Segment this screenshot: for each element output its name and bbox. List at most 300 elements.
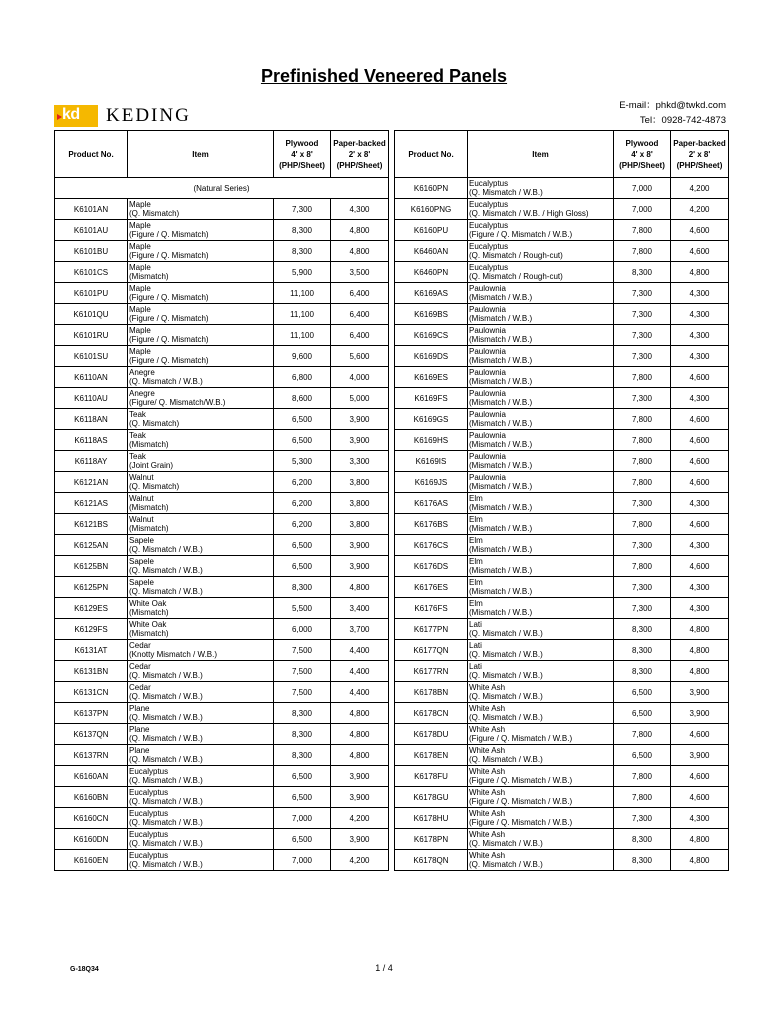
product-no: K6101RU <box>55 325 128 346</box>
item-species: Elm <box>469 515 483 524</box>
product-no: K6178EN <box>395 745 468 766</box>
table-row <box>395 745 729 766</box>
table-row <box>395 430 729 451</box>
table-row <box>395 661 729 682</box>
product-no: K6160BN <box>55 787 128 808</box>
item-species: Paulownia <box>469 284 506 293</box>
table-row <box>395 577 729 598</box>
plywood-price: 7,500 <box>274 640 331 661</box>
plywood-price: 6,500 <box>274 787 331 808</box>
plywood-price: 7,300 <box>614 535 671 556</box>
item-description: (Q. Mismatch / W.B.) <box>469 755 543 764</box>
table-row <box>395 556 729 577</box>
paper-backed-price: 4,000 <box>331 367 389 388</box>
item-description: (Q. Mismatch / W.B.) <box>129 818 203 827</box>
plywood-price: 6,500 <box>274 430 331 451</box>
item-description: (Mismatch / W.B.) <box>469 461 533 470</box>
table-row <box>55 829 389 850</box>
paper-backed-price: 4,600 <box>671 367 729 388</box>
plywood-price: 7,300 <box>614 346 671 367</box>
product-no: K6160PNG <box>395 199 468 220</box>
plywood-price: 7,800 <box>614 451 671 472</box>
plywood-price: 6,500 <box>614 703 671 724</box>
table-row <box>55 388 389 409</box>
paper-backed-price: 3,700 <box>331 619 389 640</box>
plywood-price: 8,300 <box>274 724 331 745</box>
table-row <box>395 703 729 724</box>
item-description: (Joint Grain) <box>129 461 174 470</box>
table-row <box>395 829 729 850</box>
document-code: G-18Q34 <box>70 966 99 973</box>
plywood-price: 7,000 <box>274 808 331 829</box>
table-row <box>395 199 729 220</box>
paper-backed-price: 4,600 <box>671 787 729 808</box>
item-description: (Q. Mismatch / W.B.) <box>129 860 203 869</box>
item-species: Paulownia <box>469 368 506 377</box>
item-species: White Oak <box>129 599 167 608</box>
table-row <box>55 850 389 871</box>
item-species: Paulownia <box>469 473 506 482</box>
paper-backed-price: 5,600 <box>331 346 389 367</box>
price-table-right <box>394 130 729 871</box>
table-row <box>55 766 389 787</box>
plywood-price: 7,300 <box>614 388 671 409</box>
item-species: White Ash <box>469 851 506 860</box>
table-row <box>395 619 729 640</box>
paper-backed-price: 3,900 <box>331 409 389 430</box>
item-description: (Mismatch / W.B.) <box>469 524 533 533</box>
plywood-price: 6,500 <box>274 409 331 430</box>
item-description: (Q. Mismatch / W.B.) <box>469 713 543 722</box>
paper-backed-price: 4,600 <box>671 472 729 493</box>
table-row <box>395 808 729 829</box>
table-row <box>395 178 729 199</box>
item <box>128 199 274 220</box>
item-species: Eucalyptus <box>129 809 169 818</box>
product-no: K6169IS <box>395 451 468 472</box>
item <box>468 241 614 262</box>
item <box>468 829 614 850</box>
product-no: K6176ES <box>395 577 468 598</box>
product-no: K6176BS <box>395 514 468 535</box>
table-row <box>395 451 729 472</box>
product-no: K6178DU <box>395 724 468 745</box>
product-no: K6460PN <box>395 262 468 283</box>
header-plywood: Plywood 4' x 8' (PHP/Sheet) <box>614 131 671 178</box>
item <box>468 367 614 388</box>
item-description: (Mismatch) <box>129 524 169 533</box>
price-table-left <box>54 130 389 871</box>
table-row <box>395 850 729 871</box>
table-row <box>55 682 389 703</box>
paper-backed-price: 4,800 <box>331 577 389 598</box>
item-description: (Q. Mismatch / W.B.) <box>129 545 203 554</box>
paper-backed-price: 4,300 <box>671 304 729 325</box>
header-paper-backed: Paper-backed 2' x 8' (PHP/Sheet) <box>331 131 389 178</box>
table-row <box>395 304 729 325</box>
table-row <box>55 787 389 808</box>
item <box>128 367 274 388</box>
product-no: K6160DN <box>55 829 128 850</box>
paper-backed-price: 3,800 <box>331 493 389 514</box>
plywood-price: 7,300 <box>614 577 671 598</box>
table-row <box>55 451 389 472</box>
plywood-price: 6,500 <box>614 682 671 703</box>
item-description: (Figure / Q. Mismatch) <box>129 293 209 302</box>
item-description: (Figure/ Q. Mismatch/W.B.) <box>129 398 226 407</box>
item <box>468 178 614 199</box>
item-description: (Figure / Q. Mismatch / W.B.) <box>469 230 573 239</box>
item <box>468 346 614 367</box>
table-row <box>395 220 729 241</box>
item <box>468 220 614 241</box>
item-description: (Mismatch / W.B.) <box>469 545 533 554</box>
item-species: White Ash <box>469 725 506 734</box>
item-species: White Ash <box>469 746 506 755</box>
table-row <box>55 493 389 514</box>
product-no: K6110AN <box>55 367 128 388</box>
product-no: K6169FS <box>395 388 468 409</box>
plywood-price: 8,300 <box>614 661 671 682</box>
table-row <box>55 619 389 640</box>
item-description: (Mismatch) <box>129 440 169 449</box>
item-species: Paulownia <box>469 389 506 398</box>
plywood-price: 7,800 <box>614 472 671 493</box>
product-no: K6101AN <box>55 199 128 220</box>
plywood-price: 11,100 <box>274 283 331 304</box>
item-description: (Q. Mismatch / W.B.) <box>469 671 543 680</box>
table-row <box>55 661 389 682</box>
paper-backed-price: 4,200 <box>331 808 389 829</box>
paper-backed-price: 4,200 <box>671 199 729 220</box>
item-description: (Q. Mismatch / W.B.) <box>129 587 203 596</box>
item <box>128 661 274 682</box>
paper-backed-price: 4,600 <box>671 220 729 241</box>
item-species: Maple <box>129 242 151 251</box>
item-description: (Figure / Q. Mismatch) <box>129 230 209 239</box>
item <box>128 493 274 514</box>
table-row <box>55 220 389 241</box>
item-species: Teak <box>129 431 146 440</box>
section-label: (Natural Series) <box>55 178 389 199</box>
product-no: K6460AN <box>395 241 468 262</box>
paper-backed-price: 3,800 <box>331 472 389 493</box>
item <box>468 787 614 808</box>
item-species: Paulownia <box>469 305 506 314</box>
product-no: K6178PN <box>395 829 468 850</box>
table-row <box>395 598 729 619</box>
item <box>128 451 274 472</box>
page-number: 1 / 4 <box>375 963 393 973</box>
item-description: (Q. Mismatch) <box>129 209 180 218</box>
item-description: (Q. Mismatch / W.B.) <box>129 713 203 722</box>
item-species: White Ash <box>469 767 506 776</box>
plywood-price: 7,800 <box>614 556 671 577</box>
paper-backed-price: 4,800 <box>331 703 389 724</box>
item-description: (Figure / Q. Mismatch) <box>129 356 209 365</box>
keding-logo <box>54 105 191 127</box>
header-item: Item <box>128 131 274 178</box>
item-description: (Q. Mismatch / W.B.) <box>129 734 203 743</box>
paper-backed-price: 6,400 <box>331 283 389 304</box>
table-row <box>55 241 389 262</box>
item-description: (Mismatch / W.B.) <box>469 398 533 407</box>
paper-backed-price: 4,600 <box>671 514 729 535</box>
paper-backed-price: 4,300 <box>671 346 729 367</box>
product-no: K6178GU <box>395 787 468 808</box>
plywood-price: 7,800 <box>614 409 671 430</box>
product-no: K6169ES <box>395 367 468 388</box>
item-species: Sapele <box>129 578 154 587</box>
plywood-price: 6,500 <box>614 745 671 766</box>
product-no: K6129FS <box>55 619 128 640</box>
item-description: (Mismatch / W.B.) <box>469 608 533 617</box>
item-description: (Mismatch / W.B.) <box>469 440 533 449</box>
paper-backed-price: 4,300 <box>671 577 729 598</box>
plywood-price: 7,300 <box>614 598 671 619</box>
table-row <box>395 325 729 346</box>
paper-backed-price: 3,900 <box>331 430 389 451</box>
item-species: Maple <box>129 326 151 335</box>
table-row <box>395 640 729 661</box>
item <box>128 808 274 829</box>
paper-backed-price: 4,800 <box>671 829 729 850</box>
item <box>128 598 274 619</box>
product-no: K6169GS <box>395 409 468 430</box>
item-description: (Q. Mismatch / Rough-cut) <box>469 272 563 281</box>
table-row <box>55 640 389 661</box>
item-description: (Q. Mismatch / W.B.) <box>129 755 203 764</box>
item <box>128 304 274 325</box>
plywood-price: 7,800 <box>614 367 671 388</box>
paper-backed-price: 3,500 <box>331 262 389 283</box>
item-description: (Q. Mismatch / W.B. / High Gloss) <box>469 209 589 218</box>
header-product-no: Product No. <box>395 131 468 178</box>
item-species: White Ash <box>469 704 506 713</box>
brand-name: KEDING <box>106 105 191 126</box>
item-species: Plane <box>129 746 150 755</box>
item <box>468 850 614 871</box>
product-no: K6101BU <box>55 241 128 262</box>
paper-backed-price: 4,300 <box>671 808 729 829</box>
plywood-price: 5,900 <box>274 262 331 283</box>
item-description: (Figure / Q. Mismatch) <box>129 314 209 323</box>
item-species: Sapele <box>129 557 154 566</box>
item <box>128 577 274 598</box>
item-description: (Figure / Q. Mismatch / W.B.) <box>469 734 573 743</box>
plywood-price: 7,300 <box>274 199 331 220</box>
item <box>468 724 614 745</box>
item-species: White Ash <box>469 809 506 818</box>
item <box>468 577 614 598</box>
item-description: (Q. Mismatch / W.B.) <box>129 839 203 848</box>
plywood-price: 11,100 <box>274 325 331 346</box>
table-row <box>395 787 729 808</box>
table-row <box>55 304 389 325</box>
item-species: Teak <box>129 410 146 419</box>
item-description: (Q. Mismatch / W.B.) <box>469 650 543 659</box>
table-row <box>395 367 729 388</box>
item-description: (Q. Mismatch / W.B.) <box>129 692 203 701</box>
product-no: K6101CS <box>55 262 128 283</box>
plywood-price: 7,300 <box>614 493 671 514</box>
paper-backed-price: 3,900 <box>331 556 389 577</box>
item <box>128 409 274 430</box>
paper-backed-price: 4,600 <box>671 556 729 577</box>
item-species: White Ash <box>469 830 506 839</box>
item-species: Paulownia <box>469 452 506 461</box>
plywood-price: 8,300 <box>274 703 331 724</box>
item <box>468 640 614 661</box>
product-no: K6118AS <box>55 430 128 451</box>
item-description: (Mismatch / W.B.) <box>469 503 533 512</box>
table-row <box>395 262 729 283</box>
product-no: K6137QN <box>55 724 128 745</box>
product-no: K6101PU <box>55 283 128 304</box>
item <box>128 829 274 850</box>
item <box>468 325 614 346</box>
item-description: (Q. Mismatch / W.B.) <box>129 377 203 386</box>
item <box>128 514 274 535</box>
item-species: Elm <box>469 494 483 503</box>
item-description: (Mismatch) <box>129 503 169 512</box>
item-species: Paulownia <box>469 326 506 335</box>
plywood-price: 6,500 <box>274 535 331 556</box>
item-description: (Q. Mismatch / W.B.) <box>129 797 203 806</box>
item-species: Maple <box>129 284 151 293</box>
table-row <box>55 745 389 766</box>
paper-backed-price: 4,800 <box>671 640 729 661</box>
product-no: K6101SU <box>55 346 128 367</box>
paper-backed-price: 4,800 <box>671 850 729 871</box>
item-species: Paulownia <box>469 410 506 419</box>
item <box>468 283 614 304</box>
paper-backed-price: 3,300 <box>331 451 389 472</box>
item <box>468 766 614 787</box>
paper-backed-price: 3,900 <box>331 766 389 787</box>
paper-backed-price: 4,600 <box>671 451 729 472</box>
plywood-price: 11,100 <box>274 304 331 325</box>
item-species: Walnut <box>129 515 154 524</box>
email-text: E-mail：phkd@twkd.com <box>619 100 726 111</box>
item-description: (Mismatch / W.B.) <box>469 377 533 386</box>
item-species: Plane <box>129 725 150 734</box>
paper-backed-price: 3,400 <box>331 598 389 619</box>
plywood-price: 8,300 <box>614 829 671 850</box>
product-no: K6125BN <box>55 556 128 577</box>
table-row <box>55 514 389 535</box>
paper-backed-price: 4,300 <box>331 199 389 220</box>
table-row <box>55 430 389 451</box>
item-description: (Mismatch / W.B.) <box>469 314 533 323</box>
plywood-price: 7,300 <box>614 325 671 346</box>
item <box>468 262 614 283</box>
item-species: Paulownia <box>469 431 506 440</box>
product-no: K6178BN <box>395 682 468 703</box>
table-row <box>55 808 389 829</box>
paper-backed-price: 4,800 <box>331 241 389 262</box>
item-description: (Figure / Q. Mismatch / W.B.) <box>469 797 573 806</box>
plywood-price: 8,300 <box>274 577 331 598</box>
item <box>128 262 274 283</box>
item <box>128 850 274 871</box>
item <box>468 535 614 556</box>
paper-backed-price: 4,800 <box>671 619 729 640</box>
item <box>128 535 274 556</box>
product-no: K6169BS <box>395 304 468 325</box>
paper-backed-price: 3,900 <box>331 535 389 556</box>
item <box>128 787 274 808</box>
product-no: K6169DS <box>395 346 468 367</box>
header-item: Item <box>468 131 614 178</box>
item-species: Eucalyptus <box>129 767 169 776</box>
product-no: K6121BS <box>55 514 128 535</box>
product-no: K6118AY <box>55 451 128 472</box>
product-no: K6121AS <box>55 493 128 514</box>
product-no: K6176DS <box>395 556 468 577</box>
item <box>468 703 614 724</box>
item <box>468 556 614 577</box>
paper-backed-price: 3,900 <box>671 745 729 766</box>
header-paper-backed: Paper-backed 2' x 8' (PHP/Sheet) <box>671 131 729 178</box>
plywood-price: 6,500 <box>274 766 331 787</box>
item <box>468 661 614 682</box>
product-no: K6177QN <box>395 640 468 661</box>
item-species: Sapele <box>129 536 154 545</box>
item <box>128 346 274 367</box>
plywood-price: 9,600 <box>274 346 331 367</box>
item-species: Eucalyptus <box>129 830 169 839</box>
product-no: K6121AN <box>55 472 128 493</box>
table-row <box>395 682 729 703</box>
product-no: K6178HU <box>395 808 468 829</box>
item <box>468 409 614 430</box>
table-row <box>55 262 389 283</box>
table-row <box>55 724 389 745</box>
item <box>128 241 274 262</box>
plywood-price: 6,200 <box>274 514 331 535</box>
table-row <box>55 367 389 388</box>
product-no: K6177RN <box>395 661 468 682</box>
item-species: Eucalyptus <box>469 179 509 188</box>
product-no: K6160AN <box>55 766 128 787</box>
phone-text: Tel：0928-742-4873 <box>639 115 726 126</box>
item <box>128 430 274 451</box>
item-description: (Q. Mismatch / W.B.) <box>129 776 203 785</box>
paper-backed-price: 4,200 <box>671 178 729 199</box>
item <box>128 325 274 346</box>
item <box>468 745 614 766</box>
product-no: K6137RN <box>55 745 128 766</box>
item <box>468 514 614 535</box>
plywood-price: 7,800 <box>614 430 671 451</box>
table-row <box>395 409 729 430</box>
item-description: (Q. Mismatch / Rough-cut) <box>469 251 563 260</box>
product-no: K6137PN <box>55 703 128 724</box>
paper-backed-price: 3,900 <box>671 682 729 703</box>
table-row <box>55 703 389 724</box>
plywood-price: 5,500 <box>274 598 331 619</box>
paper-backed-price: 6,400 <box>331 325 389 346</box>
paper-backed-price: 3,900 <box>331 829 389 850</box>
item-species: Lati <box>469 620 482 629</box>
plywood-price: 8,300 <box>614 619 671 640</box>
item-species: Eucalyptus <box>469 263 509 272</box>
plywood-price: 7,800 <box>614 766 671 787</box>
item-description: (Figure / Q. Mismatch / W.B.) <box>469 776 573 785</box>
plywood-price: 7,000 <box>274 850 331 871</box>
item-species: Anegre <box>129 389 155 398</box>
